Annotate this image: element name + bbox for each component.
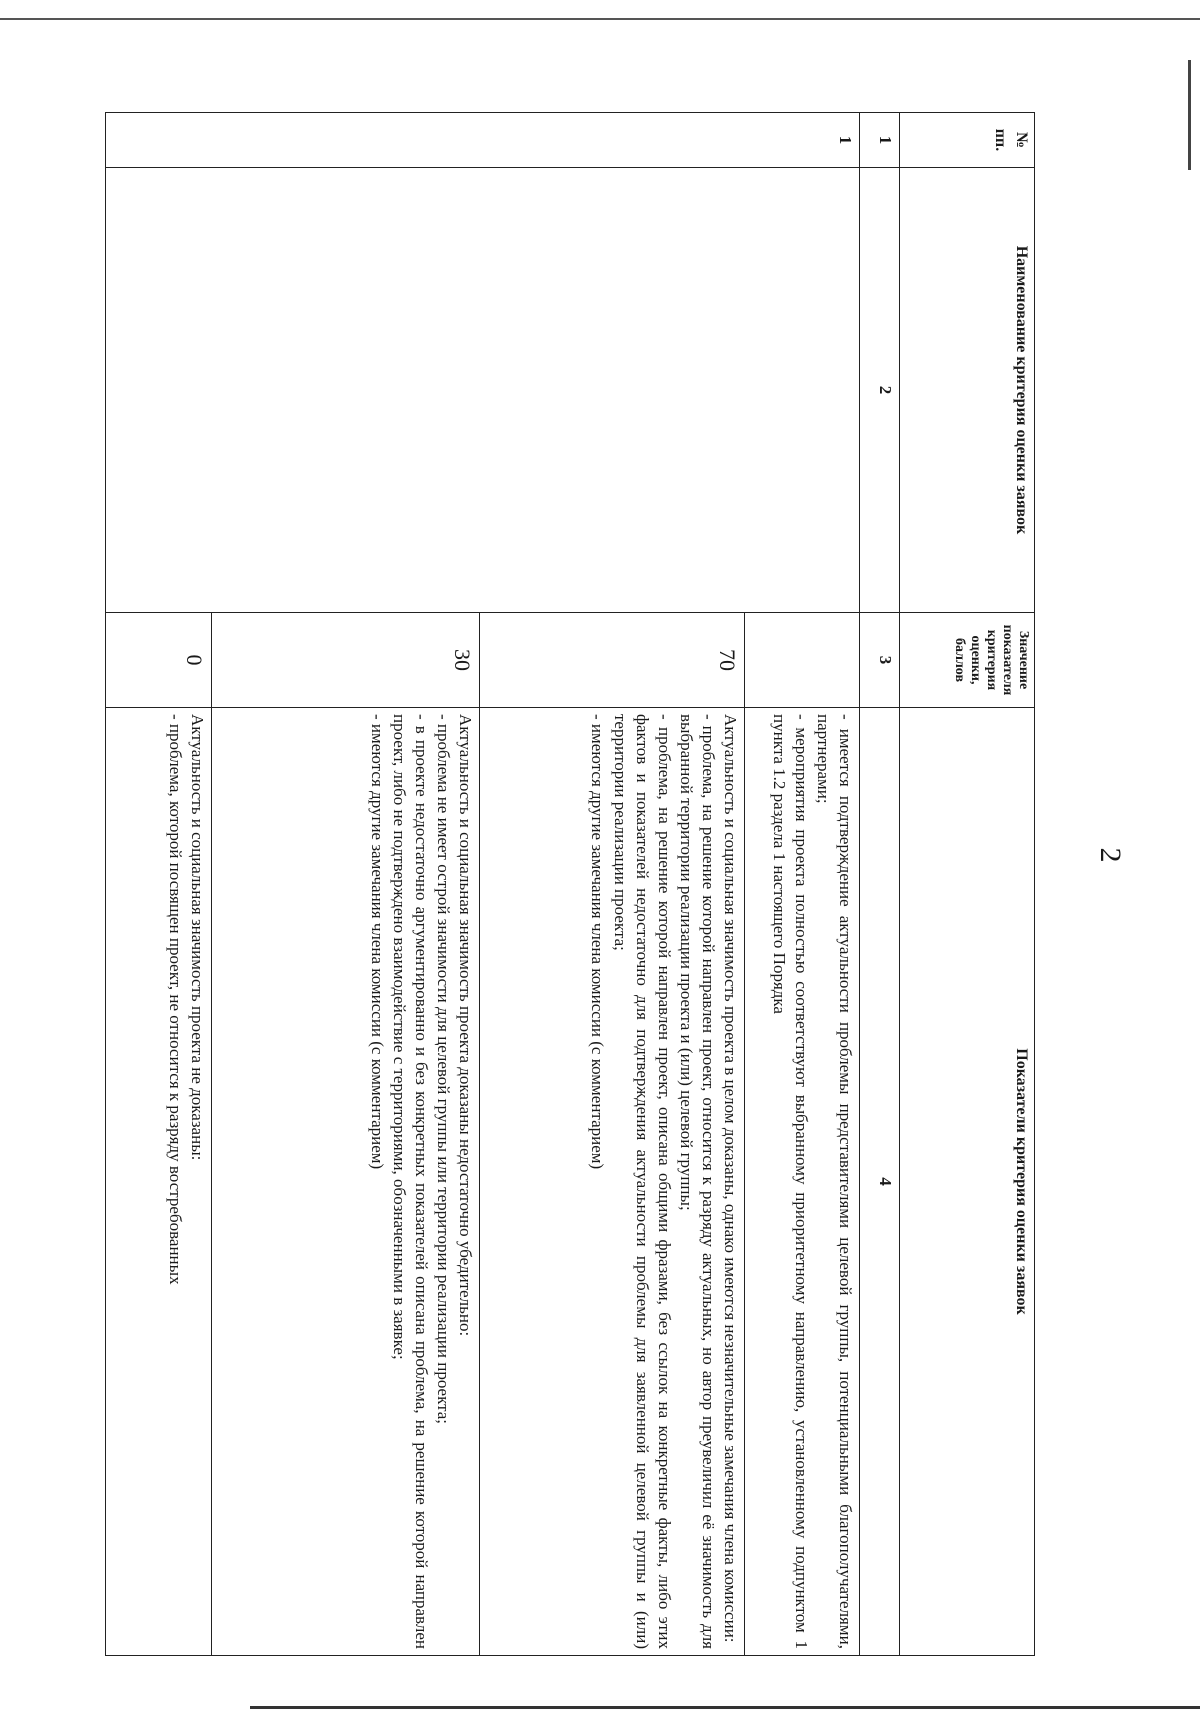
criteria-table bbox=[105, 112, 1035, 1656]
score-cell: 70 bbox=[480, 613, 745, 708]
indicator-cell bbox=[106, 708, 212, 1656]
scan-artifact-line bbox=[0, 18, 1200, 20]
header-indicators: Показатели критерия оценки заявок bbox=[900, 708, 1035, 1656]
indicator-cell bbox=[480, 708, 745, 1656]
score-cell: 30 bbox=[212, 613, 480, 708]
column-number: 3 bbox=[860, 613, 900, 708]
header-criterion-name: Наименование критерия оценки заявок bbox=[900, 168, 1035, 613]
indicator-line: - проблема не имеет острой значимости для целевой группы или территории реализации проекта; bbox=[433, 714, 453, 1425]
rotated-table-container bbox=[105, 112, 1035, 1656]
column-number: 1 bbox=[860, 113, 900, 168]
indicator-line: - проблема, на решение которой направлен проект, описана общими фразами, без ссылок на конкретные факты, либо этих фактов и показателей недостаточно для подтверждения актуальности проблемы для заявленной целевой группы и (или) территории реализации проекта; bbox=[610, 714, 674, 1649]
indicator-line: - в проекте недостаточно аргументированно и без конкретных показателей описана проблема, на решение которой направлен проект, либо не подтверждено взаимодействие с территориями, обозначенными в заявке; bbox=[389, 714, 431, 1649]
indicator-line: Актуальность и социальная значимость проекта не доказаны: bbox=[188, 714, 207, 1161]
table-row bbox=[745, 113, 860, 1656]
page-number: 2 bbox=[1094, 847, 1127, 863]
indicator-line: Актуальность и социальная значимость проекта в целом доказаны, однако имеются незначительные замечания члена комиссии: bbox=[721, 714, 740, 1643]
indicator-line: - имеются другие замечания члена комиссии (с комментарием) bbox=[588, 714, 608, 1170]
column-number: 4 bbox=[860, 708, 900, 1656]
indicator-line: - проблема, которой посвящен проект, не относится к разряду востребованных bbox=[165, 714, 185, 1285]
indicator-line: Актуальность и социальная значимость проекта доказаны недостаточно убедительно: bbox=[456, 714, 475, 1337]
indicator-line: - мероприятия проекта полностью соответствуют выбранному приоритетному направлению, установленному подпунктом 1 пункта 1.2 раздела 1 настоящего Порядка bbox=[769, 714, 811, 1649]
table-header-row bbox=[900, 113, 1035, 1656]
indicator-cell bbox=[745, 708, 860, 1656]
column-number: 2 bbox=[860, 168, 900, 613]
score-cell: 0 bbox=[106, 613, 212, 708]
indicator-cell bbox=[212, 708, 480, 1656]
column-number-row bbox=[860, 113, 900, 1656]
score-cell-empty bbox=[745, 613, 860, 708]
header-number: № пп. bbox=[900, 113, 1035, 168]
scan-artifact-line bbox=[250, 1706, 1200, 1709]
criterion-name-cell bbox=[106, 168, 860, 613]
indicator-line: - имеется подтверждение актуальности проблемы представителями целевой группы, потенциальными благополучателями, партнерами; bbox=[813, 714, 855, 1649]
row-number: 1 bbox=[106, 113, 860, 168]
header-score-value: Значение показателя критерия оценки, баллов bbox=[900, 613, 1035, 708]
indicator-line: - имеются другие замечания члена комиссии (с комментарием) bbox=[367, 714, 387, 1170]
indicator-line: - проблема, на решение которой направлен проект, относится к разряду актуальных, но автор преувеличил её значимость для выбранной территории реализации проекта и (или) целевой группы; bbox=[676, 714, 718, 1649]
scan-artifact-edge bbox=[1188, 60, 1191, 170]
